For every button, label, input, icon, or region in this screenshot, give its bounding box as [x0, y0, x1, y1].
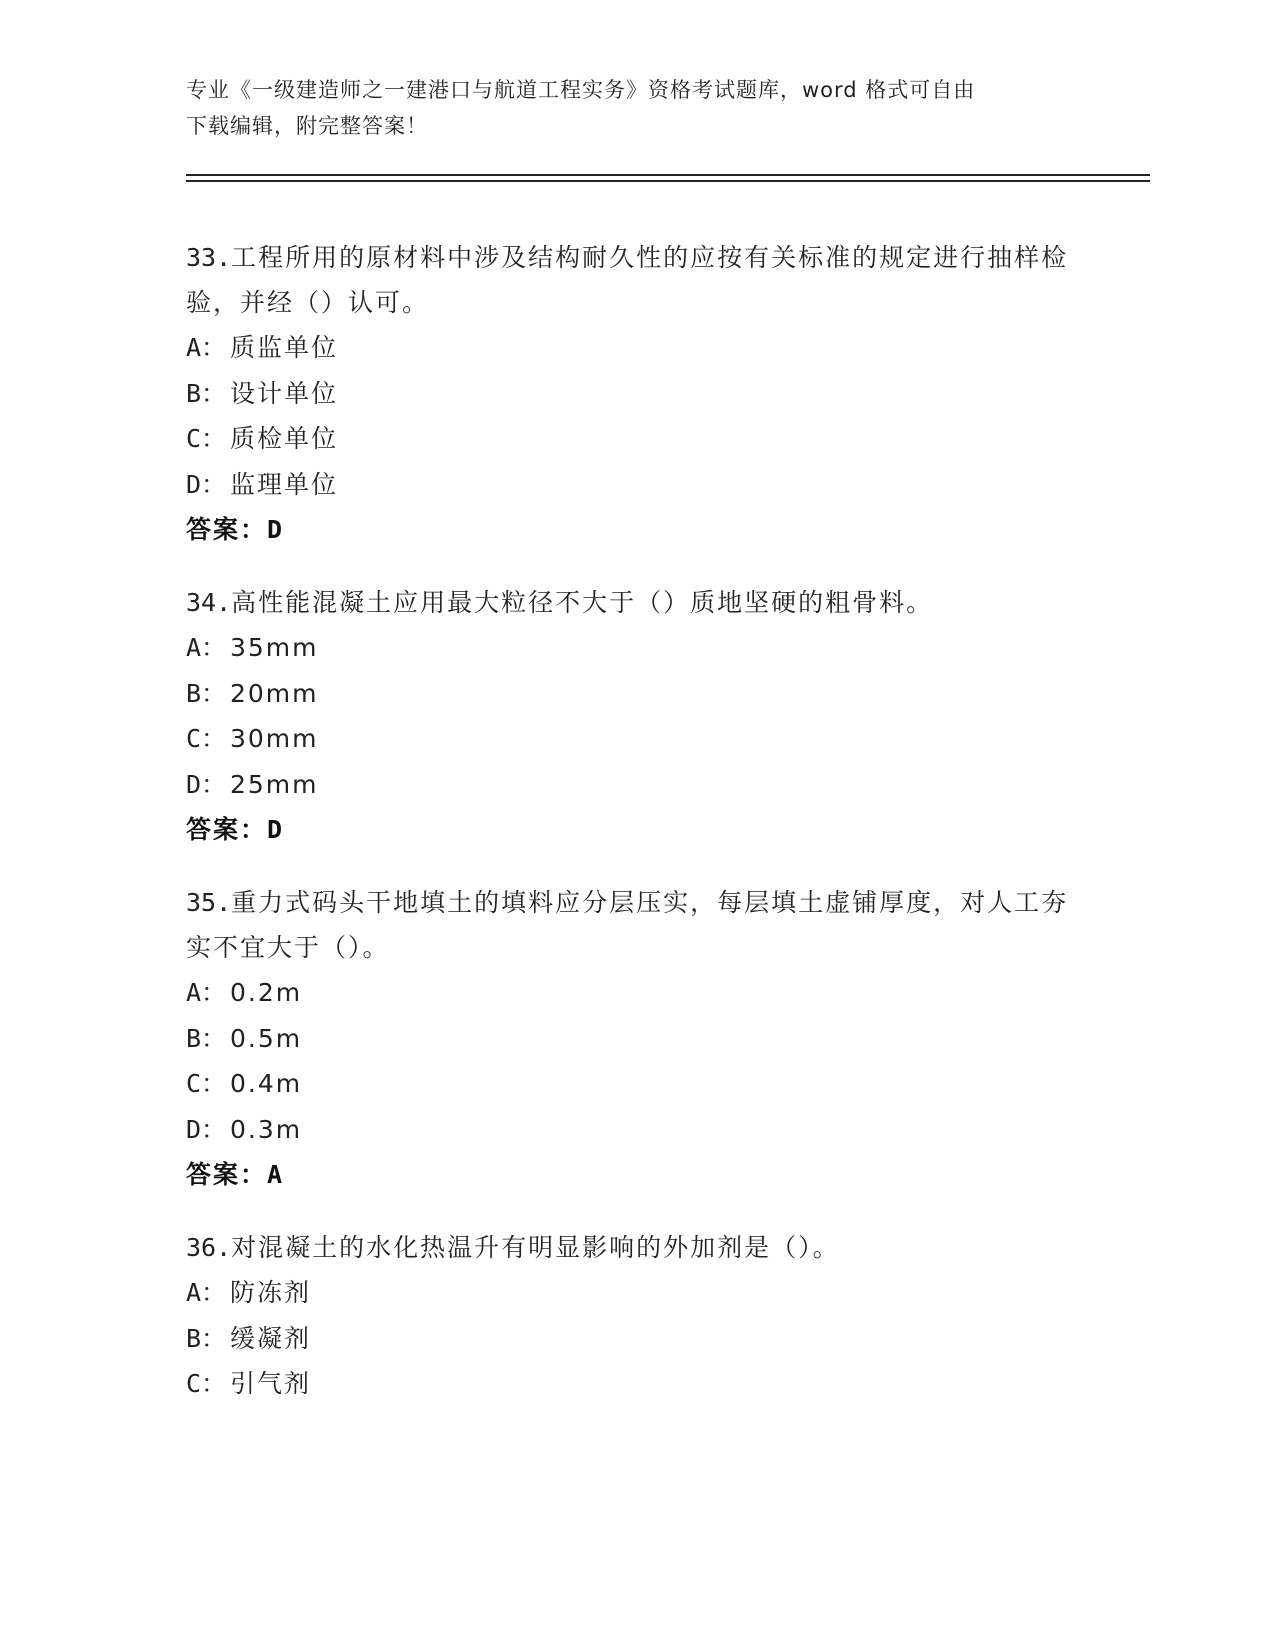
option-text: 缓凝剂 [230, 1323, 312, 1353]
answer-line [186, 507, 1086, 552]
header-line-2: 下载编辑，附完整答案！ [186, 114, 428, 138]
question-stem: 对混凝土的水化热温升有明显影响的外加剂是（）。 [231, 1233, 840, 1262]
option-text: 设计单位 [230, 378, 339, 408]
header-divider-top [186, 174, 1150, 176]
option-key: A： [186, 633, 227, 662]
option-a [186, 325, 1086, 371]
option-key: C： [186, 424, 227, 453]
answer-value: D [267, 515, 285, 544]
option-c [186, 716, 1086, 762]
question-number: 36. [186, 1233, 232, 1262]
question-text [186, 580, 1086, 625]
option-key: B： [186, 1323, 227, 1353]
option-text: 0.4m [230, 1069, 303, 1098]
question-stem: 高性能混凝土应用最大粒径不大于（）质地坚硬的粗骨料。 [231, 588, 934, 617]
option-key: B： [186, 378, 227, 408]
question-stem: 工程所用的原材料中涉及结构耐久性的应按有关标准的规定进行抽样检验，并经（）认可。 [186, 243, 1069, 317]
question-list [186, 235, 1086, 1435]
option-key: D： [186, 469, 227, 499]
header-divider-bottom [186, 180, 1150, 182]
question-text [186, 880, 1086, 970]
option-key: B： [186, 1023, 227, 1053]
option-c [186, 1361, 1086, 1407]
question-text [186, 235, 1086, 325]
option-key: C： [186, 1369, 227, 1398]
option-a [186, 1270, 1086, 1316]
question-number: 34. [186, 588, 232, 617]
option-c [186, 1061, 1086, 1107]
option-b [186, 1316, 1086, 1362]
question-35 [186, 880, 1086, 1197]
option-text: 35mm [230, 633, 319, 662]
question-33 [186, 235, 1086, 552]
answer-label: 答案： [186, 1160, 268, 1189]
option-text: 引气剂 [230, 1369, 312, 1398]
option-d [186, 762, 1086, 808]
option-c [186, 416, 1086, 462]
option-key: C： [186, 724, 227, 753]
option-key: B： [186, 678, 227, 708]
option-a [186, 625, 1086, 671]
answer-line [186, 1152, 1086, 1197]
question-stem: 重力式码头干地填土的填料应分层压实，每层填土虚铺厚度，对人工夯实不宜大于（）。 [186, 888, 1069, 962]
question-36 [186, 1225, 1086, 1407]
option-d [186, 1107, 1086, 1153]
option-d [186, 462, 1086, 508]
option-text: 0.3m [230, 1114, 303, 1144]
option-text: 0.5m [230, 1023, 303, 1053]
option-text: 20mm [230, 678, 319, 708]
question-34 [186, 580, 1086, 852]
option-key: C： [186, 1069, 227, 1098]
answer-value: A [267, 1160, 285, 1189]
option-key: A： [186, 978, 227, 1007]
option-key: A： [186, 1278, 227, 1307]
option-key: D： [186, 769, 227, 799]
option-text: 监理单位 [230, 469, 339, 499]
header-line-1: 专业《一级建造师之一建港口与航道工程实务》资格考试题库，word 格式可自由 [186, 78, 976, 102]
option-text: 防冻剂 [230, 1278, 312, 1307]
option-b [186, 1016, 1086, 1062]
option-key: A： [186, 333, 227, 362]
question-number: 33. [186, 243, 232, 272]
answer-label: 答案： [186, 515, 268, 544]
option-text: 0.2m [230, 978, 303, 1007]
option-text: 30mm [230, 724, 319, 753]
option-a [186, 970, 1086, 1016]
answer-line [186, 807, 1086, 852]
document-header [186, 72, 1066, 144]
option-key: D： [186, 1114, 227, 1144]
answer-value: D [267, 815, 285, 844]
option-b [186, 671, 1086, 717]
option-b [186, 371, 1086, 417]
question-number: 35. [186, 888, 232, 917]
option-text: 质检单位 [230, 424, 339, 453]
option-text: 25mm [230, 769, 319, 799]
option-text: 质监单位 [230, 333, 339, 362]
answer-label: 答案： [186, 815, 268, 844]
question-text [186, 1225, 1086, 1270]
